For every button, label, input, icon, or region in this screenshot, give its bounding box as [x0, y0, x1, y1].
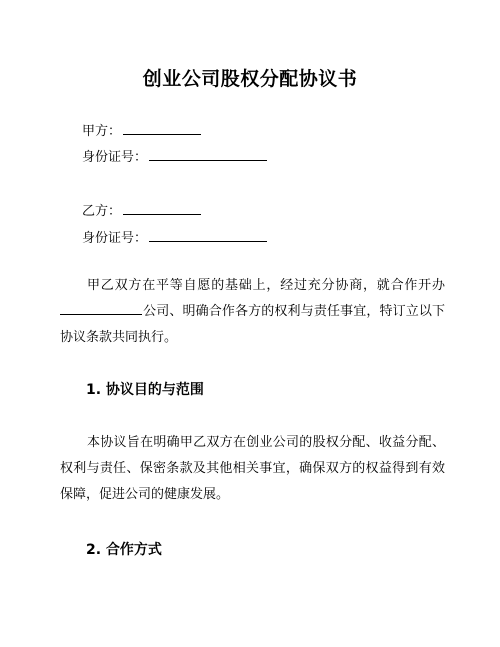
intro-paragraph: [60, 273, 445, 351]
party-b-label: 乙方：: [82, 204, 122, 219]
section-2-heading: 2. 合作方式: [86, 542, 162, 558]
section-1-heading: 1. 协议目的与范围: [86, 382, 204, 398]
party-a-line: [82, 121, 201, 140]
party-b-name-blank: [123, 201, 201, 215]
party-a-id-blank: [149, 147, 267, 161]
party-a-label: 甲方：: [82, 124, 122, 139]
party-b-id-label: 身份证号：: [82, 231, 148, 246]
intro-text-2: 公司、明确合作各方的权利与责任事宜，特订立以下协议条款共同执行。: [60, 304, 445, 345]
party-a-id-line: [82, 147, 267, 166]
intro-text-1: 甲乙双方在平等自愿的基础上，经过充分协商，就合作开办: [87, 278, 445, 293]
party-b-id-line: [82, 228, 267, 247]
party-a-id-label: 身份证号：: [82, 150, 148, 165]
party-b-id-blank: [149, 228, 267, 242]
party-b-line: [82, 201, 201, 220]
company-name-blank: [60, 301, 142, 315]
party-a-name-blank: [123, 121, 201, 135]
document-title: 创业公司股权分配协议书: [142, 68, 358, 90]
section-1-body: 本协议旨在明确甲乙双方在创业公司的股权分配、收益分配、权利与责任、保密条款及其他相关事宜，确保双方的权益得到有效保障，促进公司的健康发展。: [60, 435, 445, 502]
